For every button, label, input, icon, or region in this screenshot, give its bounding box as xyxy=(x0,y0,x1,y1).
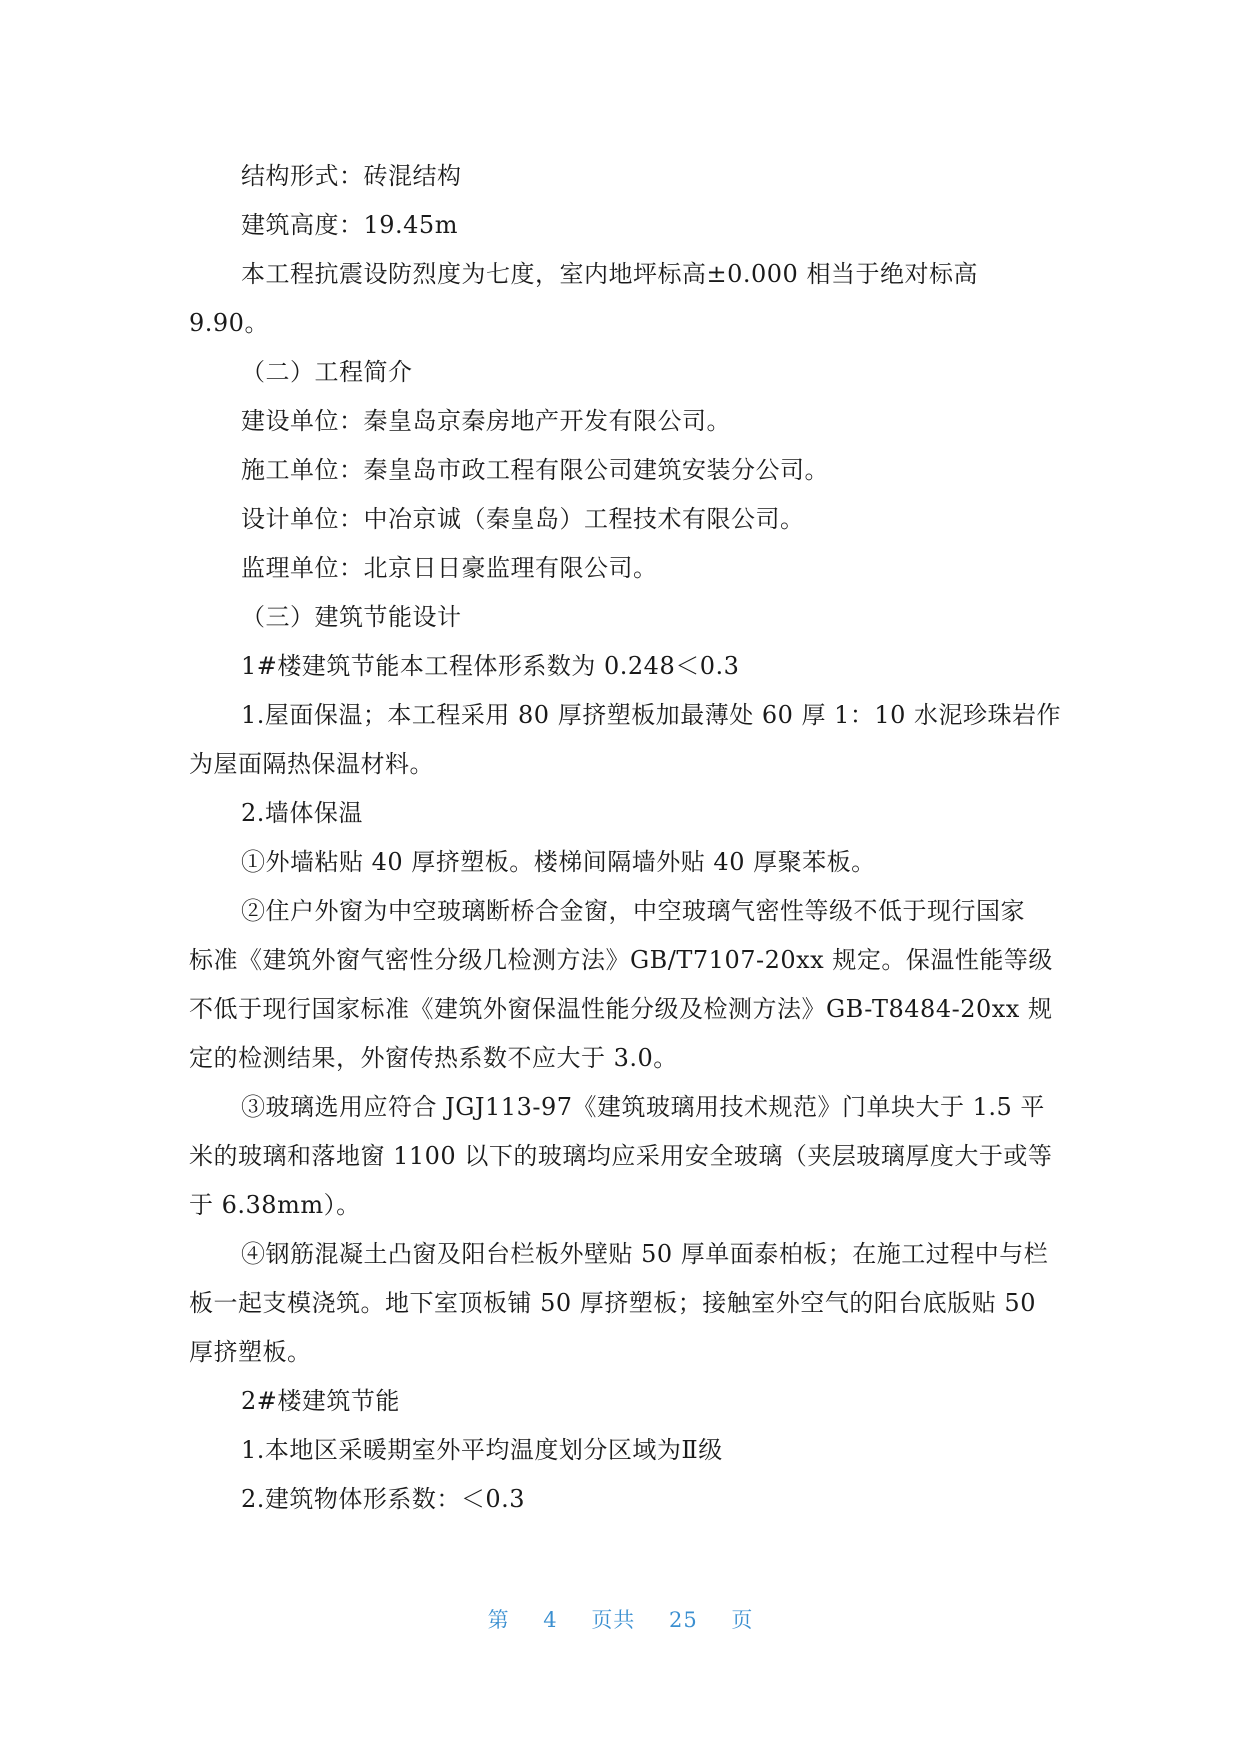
text-line: 监理单位：北京日日豪监理有限公司。 xyxy=(241,554,658,582)
text-line: 结构形式：砖混结构 xyxy=(241,162,462,190)
text-line: 2#楼建筑节能 xyxy=(241,1387,400,1415)
footer-page-number: 4 xyxy=(543,1608,558,1632)
text-line: 板一起支模浇筑。地下室顶板铺 50 厚挤塑板；接触室外空气的阳台底版贴 50 xyxy=(189,1289,1036,1317)
text-line: 施工单位：秦皇岛市政工程有限公司建筑安装分公司。 xyxy=(241,456,829,484)
text-line: 本工程抗震设防烈度为七度，室内地坪标高±0.000 相当于绝对标高 xyxy=(241,260,978,288)
text-line: ①外墙粘贴 40 厚挤塑板。楼梯间隔墙外贴 40 厚聚苯板。 xyxy=(241,848,876,876)
text-line: 2.墙体保温 xyxy=(241,799,363,827)
footer-suffix: 页 xyxy=(731,1608,754,1632)
footer-total-pages: 25 xyxy=(669,1608,698,1632)
text-line: 2.建筑物体形系数：＜0.3 xyxy=(241,1485,526,1513)
text-line: 设计单位：中冶京诚（秦皇岛）工程技术有限公司。 xyxy=(241,505,805,533)
text-line: ②住户外窗为中空玻璃断桥合金窗，中空玻璃气密性等级不低于现行国家 xyxy=(241,897,1025,925)
text-line: 建筑高度：19.45m xyxy=(241,211,458,239)
text-line: 为屋面隔热保温材料。 xyxy=(189,750,434,778)
text-line: 厚挤塑板。 xyxy=(189,1338,312,1366)
section-heading: （三）建筑节能设计 xyxy=(241,603,462,631)
footer-prefix: 第 xyxy=(487,1608,510,1632)
text-line: ③玻璃选用应符合 JGJ113-97《建筑玻璃用技术规范》门单块大于 1.5 平 xyxy=(241,1093,1045,1121)
text-line: 1.屋面保温；本工程采用 80 厚挤塑板加最薄处 60 厚 1：10 水泥珍珠岩作 xyxy=(241,701,1062,729)
text-line: 于 6.38mm）。 xyxy=(189,1191,361,1219)
text-line: 建设单位：秦皇岛京秦房地产开发有限公司。 xyxy=(241,407,731,435)
document-body xyxy=(189,152,1062,1524)
text-line: 定的检测结果，外窗传热系数不应大于 3.0。 xyxy=(189,1044,678,1072)
text-line: 1.本地区采暖期室外平均温度划分区域为Ⅱ级 xyxy=(241,1436,723,1464)
footer-middle: 页共 xyxy=(591,1608,636,1632)
text-line: 9.90。 xyxy=(189,309,269,337)
section-heading: （二）工程简介 xyxy=(241,358,413,386)
text-line: ④钢筋混凝土凸窗及阳台栏板外壁贴 50 厚单面泰柏板；在施工过程中与栏 xyxy=(241,1240,1049,1268)
text-line: 不低于现行国家标准《建筑外窗保温性能分级及检测方法》GB-T8484-20xx 规 xyxy=(189,995,1053,1023)
text-line: 1#楼建筑节能本工程体形系数为 0.248＜0.3 xyxy=(241,652,740,680)
text-line: 标准《建筑外窗气密性分级几检测方法》GB/T7107-20xx 规定。保温性能等级 xyxy=(189,946,1053,974)
page-footer xyxy=(0,1604,1241,1634)
text-line: 米的玻璃和落地窗 1100 以下的玻璃均应采用安全玻璃（夹层玻璃厚度大于或等 xyxy=(189,1142,1053,1170)
